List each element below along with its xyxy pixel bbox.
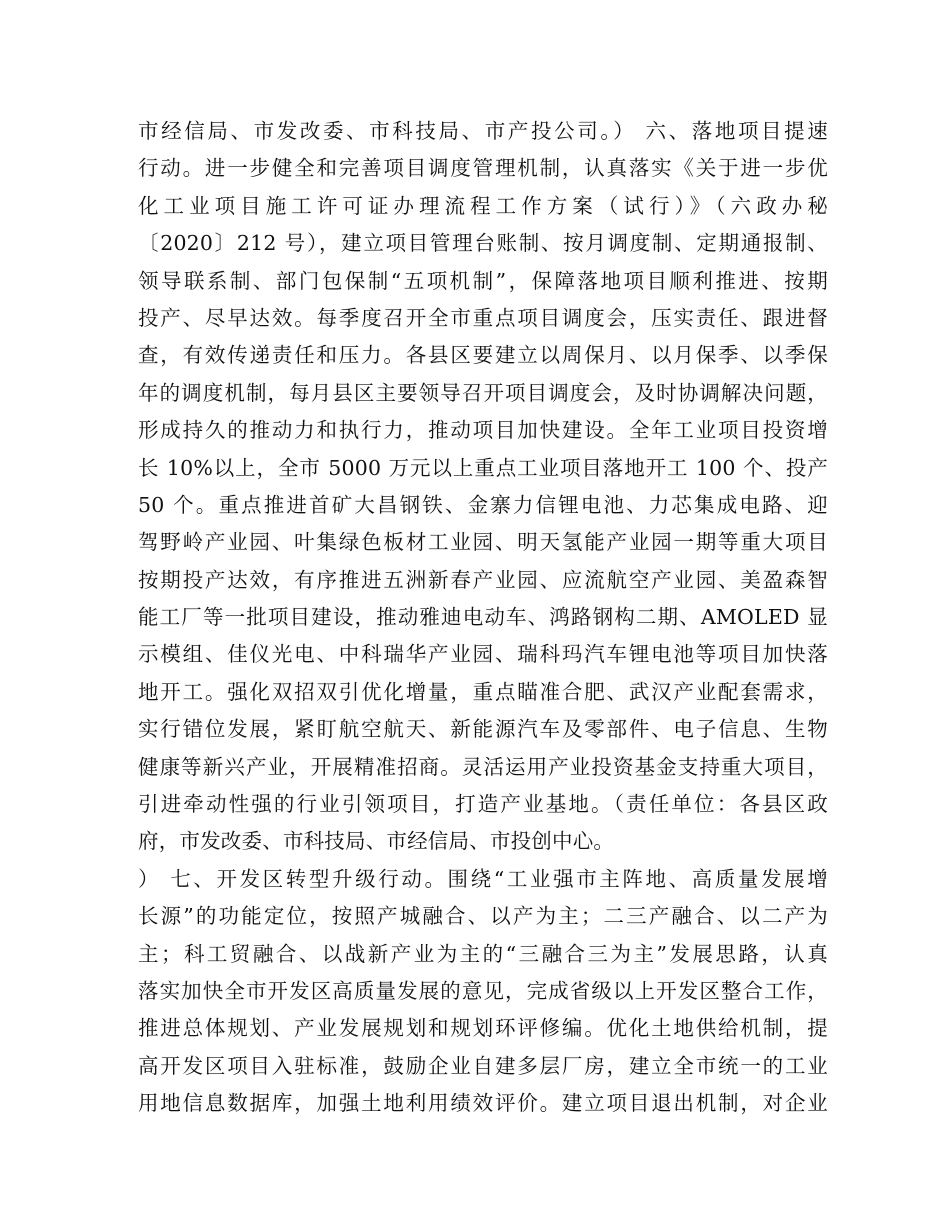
text-line-19: 引进牵动性强的行业引领项目，打造产业基地。（责任单位：各县区政 bbox=[138, 792, 828, 817]
text-line-14: 能工厂等一批项目建设，推动雅迪电动车、鸿路钢构二期、AMOLED 显 bbox=[138, 605, 828, 630]
text-line-10: 长 10%以上，全市 5000 万元以上重点工业项目落地开工 100 个、投产 bbox=[138, 455, 828, 480]
text-line-4: 〔2020〕212 号），建立项目管理台账制、按月调度制、定期通报制、 bbox=[138, 231, 828, 256]
text-line-1: 市经信局、市发改委、市科技局、市产投公司。） 六、落地项目提速 bbox=[138, 119, 828, 143]
text-line-22: 长源”的功能定位，按照产城融合、以产为主；二三产融合、以二产为 bbox=[138, 904, 828, 929]
text-line-7: 查，有效传递责任和压力。各县区要建立以周保月、以月保季、以季保 bbox=[138, 343, 828, 368]
text-line-11: 50 个。重点推进首矿大昌钢铁、金寨力信锂电池、力芯集成电路、迎 bbox=[138, 492, 828, 517]
text-line-6: 投产、尽早达效。每季度召开全市重点项目调度会，压实责任、跟进督 bbox=[138, 305, 828, 330]
text-line-12: 驾野岭产业园、叶集绿色板材工业园、明天氢能产业园一期等重大项目 bbox=[138, 530, 828, 555]
text-line-24: 落实加快全市开发区高质量发展的意见，完成省级以上开发区整合工作， bbox=[138, 978, 828, 1003]
body-text bbox=[138, 113, 828, 1123]
text-line-9: 形成持久的推动力和执行力，推动项目加快建设。全年工业项目投资增 bbox=[138, 418, 828, 443]
text-line-21: ） 七、开发区转型升级行动。围绕“工业强市主阵地、高质量发展增 bbox=[138, 866, 828, 891]
text-line-5: 领导联系制、部门包保制“五项机制”，保障落地项目顺利推进、按期 bbox=[138, 268, 828, 293]
text-line-15: 示模组、佳仪光电、中科瑞华产业园、瑞科玛汽车锂电池等项目加快落 bbox=[138, 642, 828, 667]
text-line-16: 地开工。强化双招双引优化增量，重点瞄准合肥、武汉产业配套需求， bbox=[138, 679, 828, 704]
text-line-23: 主；科工贸融合、以战新产业为主的“三融合三为主”发展思路，认真 bbox=[138, 941, 828, 966]
text-line-26: 高开发区项目入驻标准，鼓励企业自建多层厂房，建立全市统一的工业 bbox=[138, 1053, 828, 1078]
text-line-27: 用地信息数据库，加强土地利用绩效评价。建立项目退出机制，对企业 bbox=[138, 1091, 828, 1116]
text-line-25: 推进总体规划、产业发展规划和规划环评修编。优化土地供给机制，提 bbox=[138, 1016, 828, 1041]
text-line-8: 年的调度机制，每月县区主要领导召开项目调度会，及时协调解决问题， bbox=[138, 380, 828, 405]
text-line-20: 府，市发改委、市科技局、市经信局、市投创中心。 bbox=[138, 829, 615, 854]
text-line-2: 行动。进一步健全和完善项目调度管理机制，认真落实《关于进一步优 bbox=[138, 156, 828, 181]
text-line-18: 健康等新兴产业，开展精准招商。灵活运用产业投资基金支持重大项目， bbox=[138, 754, 828, 779]
text-line-17: 实行错位发展，紧盯航空航天、新能源汽车及零部件、电子信息、生物 bbox=[138, 717, 828, 742]
text-line-3: 化工业项目施工许可证办理流程工作方案（试行）》（六政办秘 bbox=[138, 193, 828, 218]
text-line-13: 按期投产达效，有序推进五洲新春产业园、应流航空产业园、美盈森智 bbox=[138, 567, 828, 592]
